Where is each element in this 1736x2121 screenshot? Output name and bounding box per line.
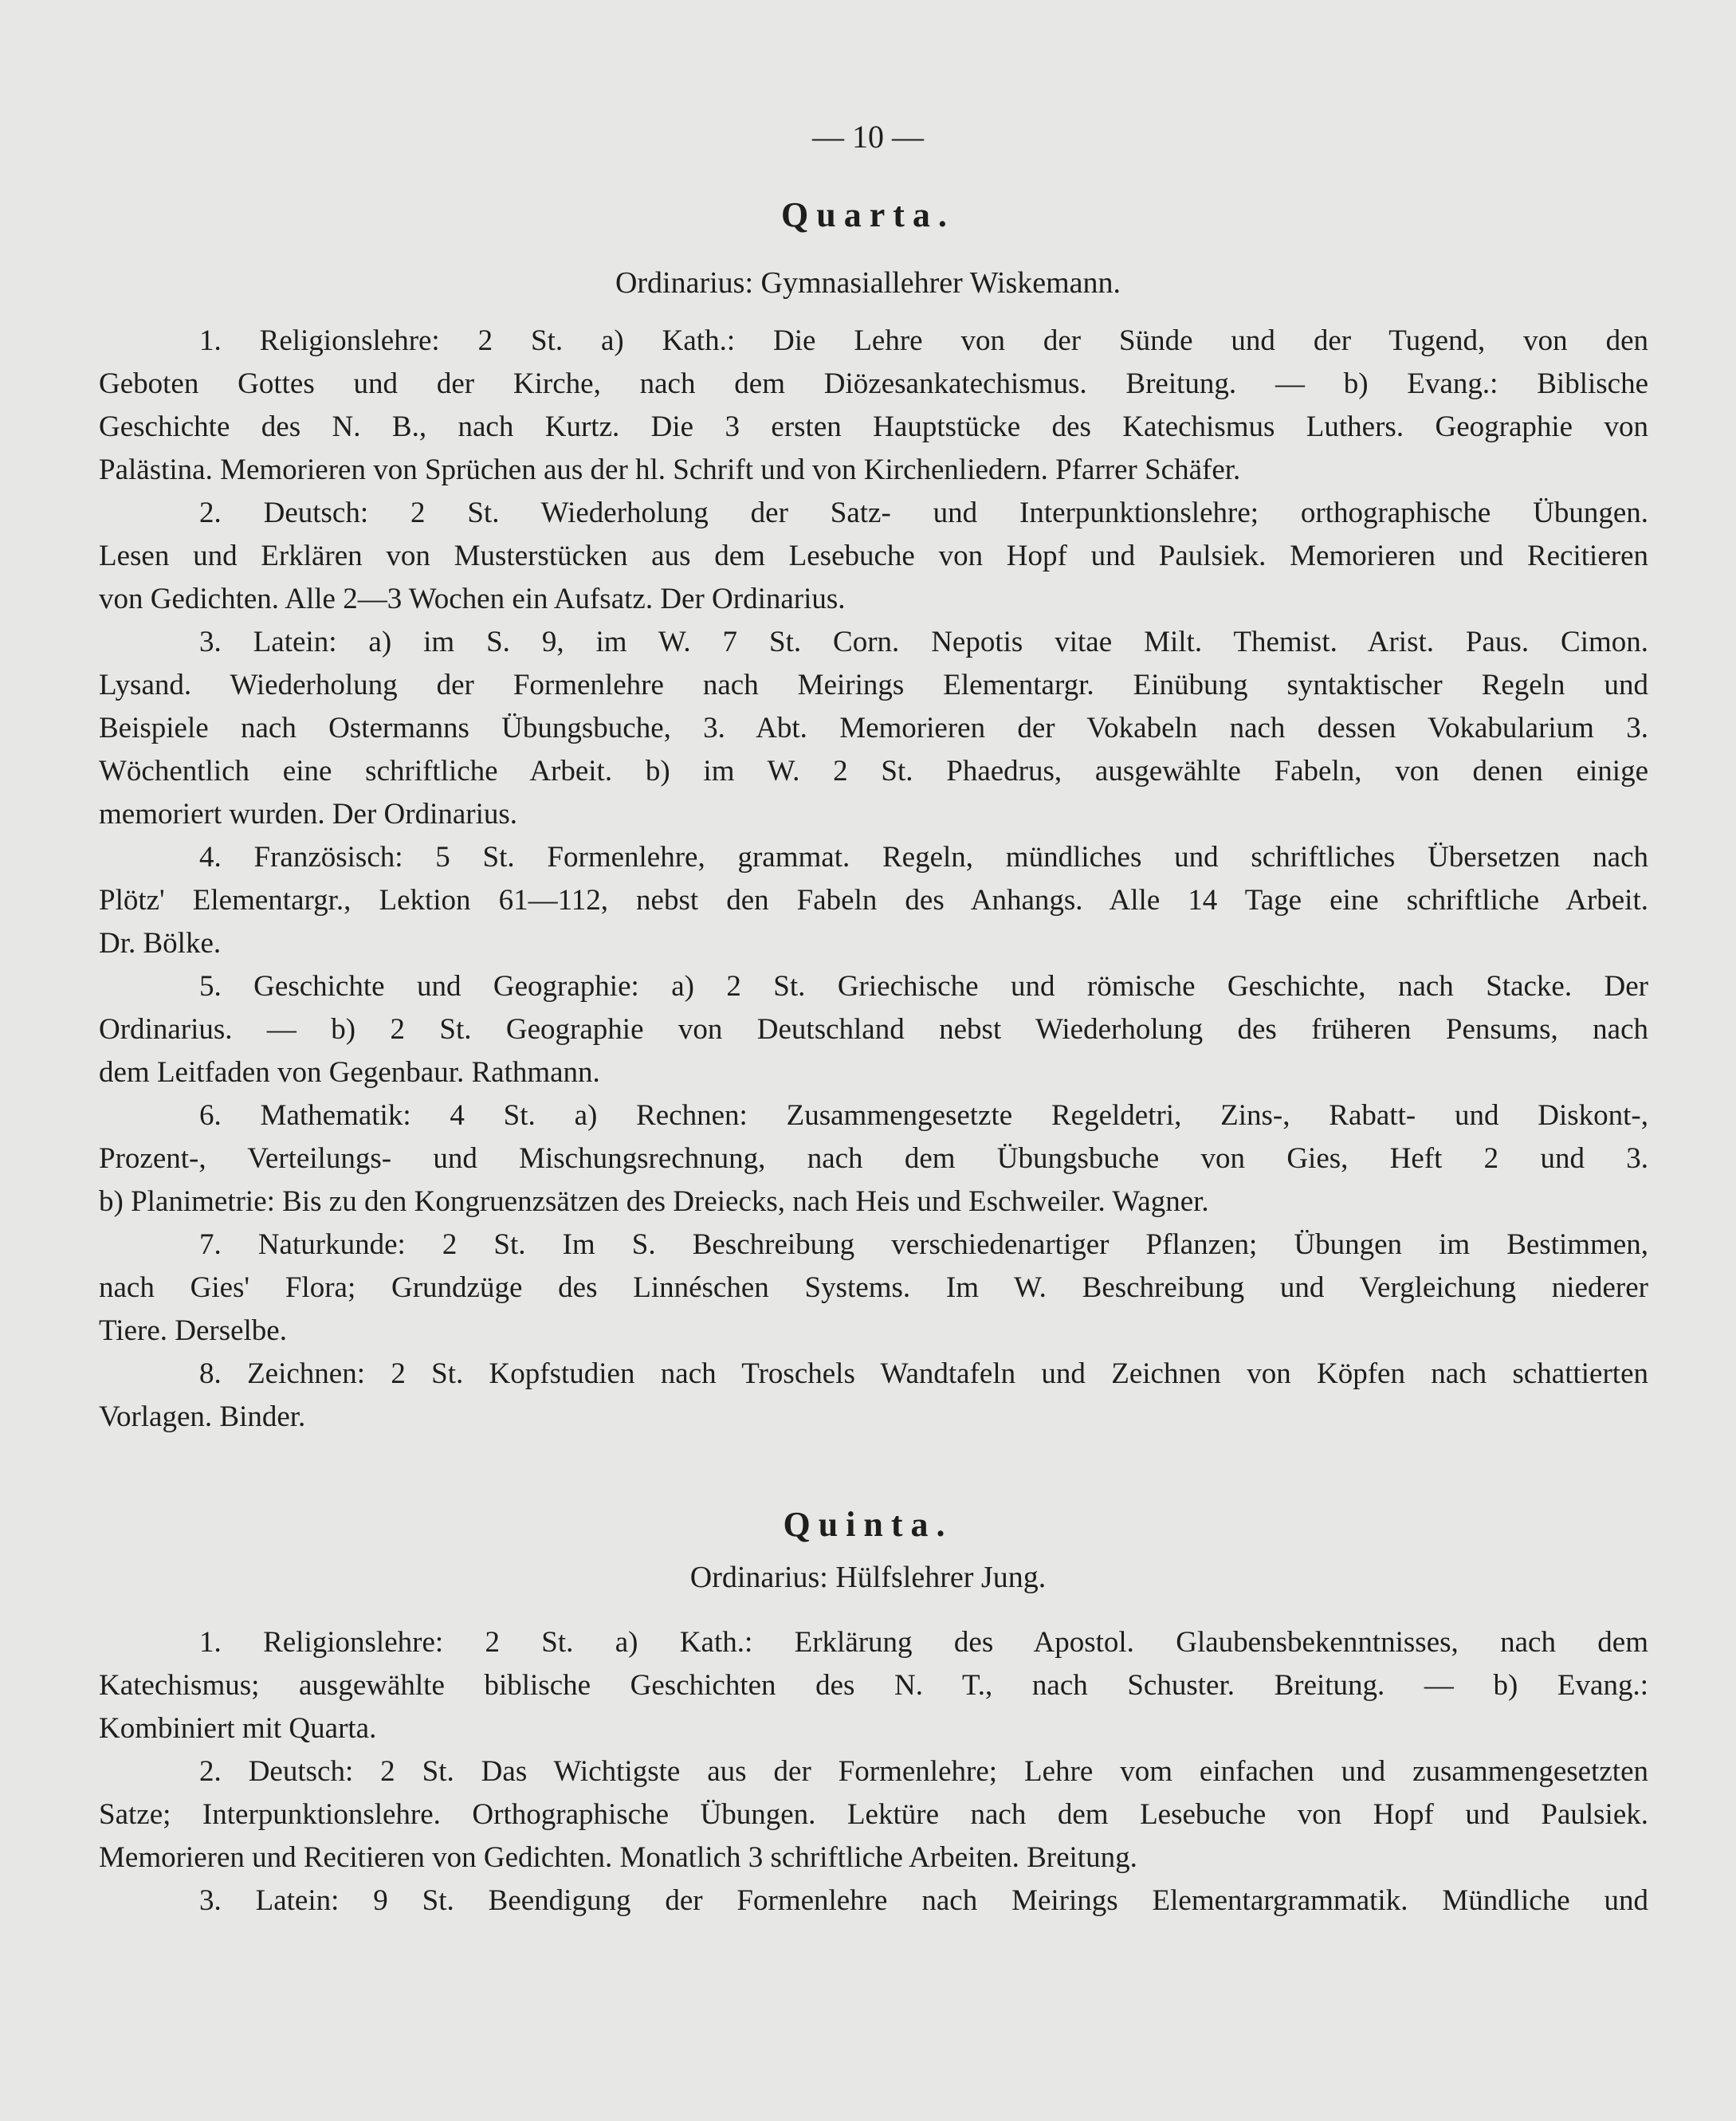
paragraph [99,836,1648,965]
text-line: 1. Religionslehre: 2 St. a) Kath.: Die Lehre von der Sünde und der Tugend, von den [199,324,1648,357]
text-line: 2. Deutsch: 2 St. Das Wichtigste aus der Formenlehre; Lehre vom einfachen und zusammengesetzten [199,1755,1648,1788]
paragraph [99,1750,1648,1879]
text-line: Prozent-, Verteilungs- und Mischungsrechnung, nach dem Übungsbuche von Gies, Heft 2 und 3. [99,1142,1648,1175]
page-number: — 10 — [812,119,924,155]
text-line: 5. Geschichte und Geographie: a) 2 St. Griechische und römische Geschichte, nach Stacke. Der [199,970,1648,1003]
text-line: memoriert wurden. Der Ordinarius. [99,798,518,831]
text-line: Memorieren und Recitieren von Gedichten. Monatlich 3 schriftliche Arbeiten. Breitung. [99,1841,1137,1874]
text-line: Geschichte des N. B., nach Kurtz. Die 3 ersten Hauptstücke des Katechismus Luthers. Geographie von [99,410,1648,443]
text-line: 1. Religionslehre: 2 St. a) Kath.: Erklärung des Apostol. Glaubensbekenntnisses, nach dem [199,1626,1648,1659]
paragraph [99,1224,1648,1353]
paragraph [99,965,1648,1094]
text-line: nach Gies' Flora; Grundzüge des Linnéschen Systems. Im W. Beschreibung und Vergleichung niederer [99,1271,1648,1304]
paragraph [99,1621,1648,1750]
text-line: 4. Französisch: 5 St. Formenlehre, grammat. Regeln, mündliches und schriftliches Übersetzen nach [199,841,1648,874]
text-line: Palästina. Memorieren von Sprüchen aus der hl. Schrift und von Kirchenliedern. Pfarrer Schäfer. [99,454,1241,486]
text-line: Beispiele nach Ostermanns Übungsbuche, 3. Abt. Memorieren der Vokabeln nach dessen Vokabularium 3. [99,712,1648,744]
text-line: 3. Latein: a) im S. 9, im W. 7 St. Corn. Nepotis vitae Milt. Themist. Arist. Paus. Cimon. [199,626,1648,658]
paragraph [99,320,1648,492]
paragraph [99,1094,1648,1224]
text-line: Lysand. Wiederholung der Formenlehre nach Meirings Elementargr. Einübung syntaktischer Regeln und [99,669,1648,701]
paragraph [99,492,1648,621]
text-line: 7. Naturkunde: 2 St. Im S. Beschreibung verschiedenartiger Pflanzen; Übungen im Bestimmen, [199,1228,1648,1261]
text-line: Vorlagen. Binder. [99,1400,306,1433]
text-line: dem Leitfaden von Gegenbaur. Rathmann. [99,1056,600,1089]
text-line: Dr. Bölke. [99,927,222,960]
text-line: Ordinarius. — b) 2 St. Geographie von Deutschland nebst Wiederholung des früheren Pensums, nach [99,1013,1648,1046]
text-line: 3. Latein: 9 St. Beendigung der Formenlehre nach Meirings Elementargrammatik. Mündliche und [199,1884,1648,1917]
ordinarius-quinta: Ordinarius: Hülfslehrer Jung. [689,1561,1047,1594]
section-title-quinta: Quinta. [783,1505,953,1544]
section-title-quarta: Quarta. [781,195,955,234]
text-line: 8. Zeichnen: 2 St. Kopfstudien nach Troschels Wandtafeln und Zeichnen von Köpfen nach schattierten [199,1357,1648,1390]
text-line: Wöchentlich eine schriftliche Arbeit. b) im W. 2 St. Phaedrus, ausgewählte Fabeln, von denen einige [99,755,1648,788]
ordinarius-quarta: Ordinarius: Gymnasiallehrer Wiskemann. [615,266,1121,300]
paragraph [99,1879,1648,1923]
text-line: 6. Mathematik: 4 St. a) Rechnen: Zusammengesetzte Regeldetri, Zins-, Rabatt- und Diskont-, [199,1099,1648,1132]
text-line: von Gedichten. Alle 2—3 Wochen ein Aufsatz. Der Ordinarius. [99,583,846,615]
text-line: Satze; Interpunktionslehre. Orthographische Übungen. Lektüre nach dem Lesebuche von Hopf und Paulsiek. [99,1798,1648,1831]
text-line: b) Planimetrie: Bis zu den Kongruenzsätzen des Dreiecks, nach Heis und Eschweiler. Wagner. [99,1185,1209,1218]
paragraph [99,621,1648,836]
paragraph [99,1353,1648,1439]
text-line: Tiere. Derselbe. [99,1314,287,1347]
section-body-quinta [99,1621,1648,1923]
text-line: Geboten Gottes und der Kirche, nach dem Diözesankatechismus. Breitung. — b) Evang.: Biblische [99,367,1648,400]
text-line: Lesen und Erklären von Musterstücken aus dem Lesebuche von Hopf und Paulsiek. Memorieren und Recitieren [99,540,1648,572]
text-line: Plötz' Elementargr., Lektion 61—112, nebst den Fabeln des Anhangs. Alle 14 Tage eine schriftliche Arbeit. [99,884,1648,917]
section-body-quarta [99,320,1648,1439]
text-line: 2. Deutsch: 2 St. Wiederholung der Satz- und Interpunktionslehre; orthographische Übungen. [199,497,1648,529]
text-line: Kombiniert mit Quarta. [99,1712,377,1745]
text-line: Katechismus; ausgewählte biblische Geschichten des N. T., nach Schuster. Breitung. — b) Evang.: [99,1669,1648,1702]
